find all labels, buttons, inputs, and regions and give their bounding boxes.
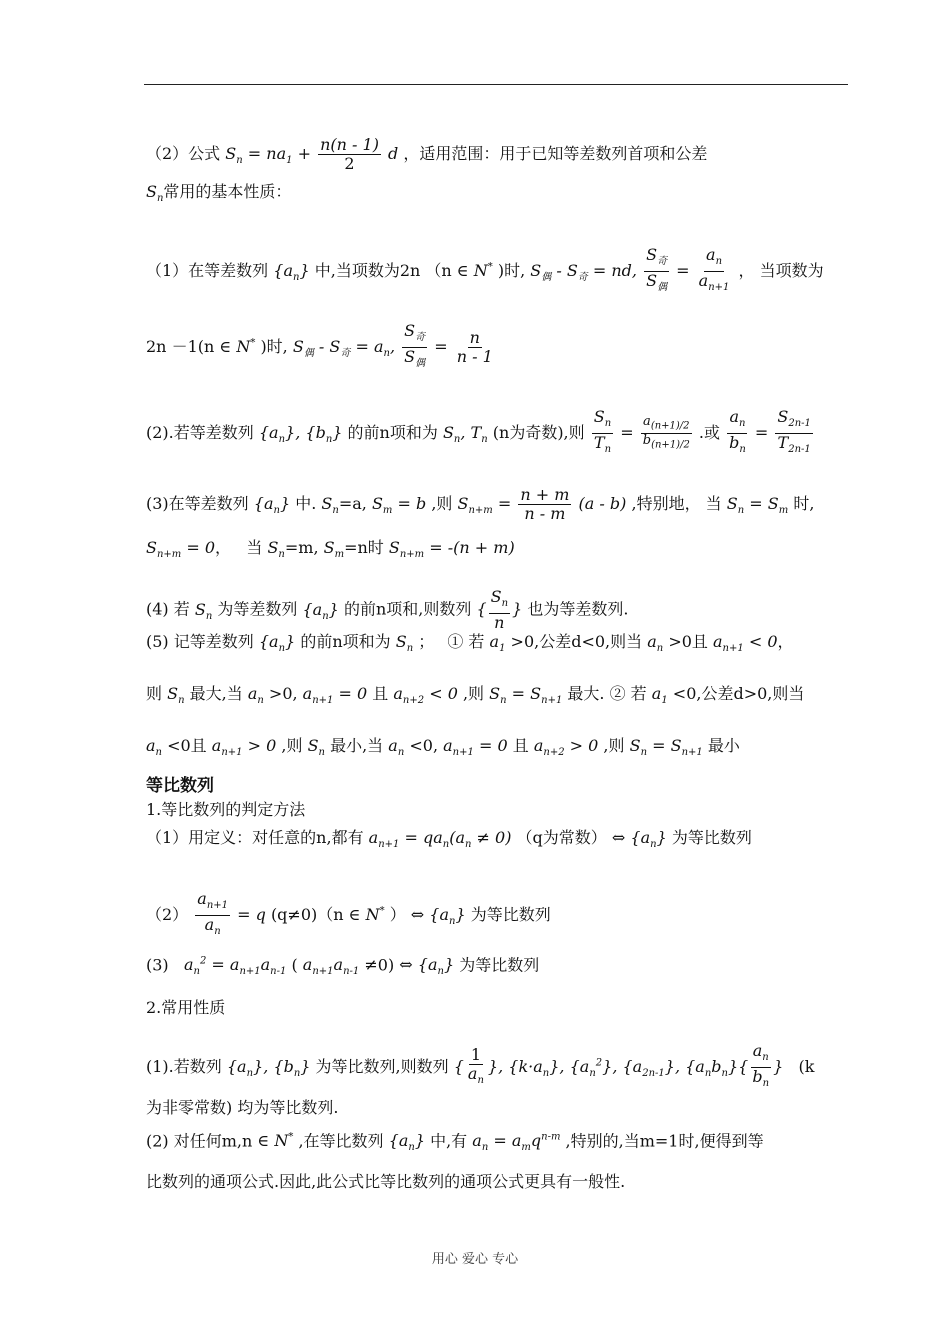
geometric-property-1-line: (1).若数列 $\{a_n\}$, $\{b_n\}$ 为等比数列,则数列 { $\frac{1}{a_n}$ }, $\{k\cdot a_n\}$, $\{a_n^2\}$, $\{a_{2n-1}\}$, $\{a_nb_n\}${ $\frac{a_n}{b_n}$ } (k (146, 1041, 815, 1090)
properties-heading-line: $S_n$常用的基本性质： (146, 182, 292, 205)
property-5-line: (5) 记等差数列 $\{a_n\}$ 的前n项和为 $S_n$ ； ① 若 $a_1 >0$,公差d<0,则当 $a_n >0$且 $a_{n+1} < 0$， (146, 632, 794, 655)
property-1-line: （1）在等差数列 $\{a_n\}$ 中,当项数为2n （n ∈ N* )时, $S_偶 - S_奇$ = nd, $\frac{S_奇}{S_偶}$ = $\frac{a_n}{a_{n+1}}$ ， 当项数为 (146, 245, 824, 294)
header-rule (144, 84, 848, 85)
property-5-cont-line: 则 $S_n$ 最大,当 $a_n >0$, $a_{n+1} = 0$ 且 $a_{n+2} < 0$ ,则 $S_n = S_{n+1}$ 最大. ② 若 $a_1 <0$,公差d>0,则当 (146, 684, 805, 707)
property-2-line: (2).若等差数列 $\{a_n\}$, $\{b_n\}$ 的前n项和为 $S_n$, $T_n$ (n为奇数),则 $\frac{S_n}{T_n}$ = $\frac{a_{(n+1)/2}}{b_{(n+1)/2}}$ .或 $\frac{a_n}{b_n}$ = $\frac{S_{2n-1}}{T_{2n-1}}$ (146, 407, 811, 456)
subheading-methods: 1.等比数列的判定方法 (146, 800, 306, 819)
property-3-cont-line: $S_{n+m} = 0$， 当 $S_n=m$, $S_m=n$时 $S_{n+m} = -(n + m)$ (146, 538, 515, 561)
geometric-definition-line: （1）用定义：对任意的n,都有 $a_{n+1} = qa_n(a_n \ne 0)$ （q为常数） ⇔ $\{a_n\}$ 为等比数列 (146, 828, 752, 851)
property-4-line: (4) 若 $S_n$ 为等差数列 $\{a_n\}$ 的前n项和,则数列 { $\frac{S_n}{n}$ } 也为等差数列. (146, 587, 629, 633)
page-footer: 用心 爱心 专心 (431, 1252, 519, 1267)
geometric-property-1-cont: 为非零常数) 均为等比数列. (146, 1098, 339, 1117)
property-1-odd-line: 2n －1(n ∈ N* )时, $S_偶 - S_奇 = a_n$, $\frac{S_奇}{S_偶}$ = $\frac{n}{n - 1}$ (146, 321, 493, 370)
geometric-ratio-line: （2） $\frac{a_{n+1}}{a_n}$ = q (q≠0)（n ∈ N* ） ⇔ $\{a_n\}$ 为等比数列 (146, 889, 551, 938)
geometric-mean-line: (3) $a_n^2 = a_{n+1}a_{n-1}$ ( $a_{n+1}a_{n-1} \ne 0$) ⇔ $\{a_n\}$ 为等比数列 (146, 955, 540, 978)
section-heading-geometric: 等比数列 (146, 776, 214, 796)
property-5-end-line: $a_n <0$且 $a_{n+1} > 0$ ,则 $S_n$ 最小,当 $a_n <0$, $a_{n+1} = 0$ 且 $a_{n+2} > 0$ ,则 $S_n = S_{n+1}$ 最小 (146, 736, 740, 759)
geometric-property-2-line: (2) 对任何m,n ∈ N* ,在等比数列 $\{a_n\}$ 中,有 $a_n = a_mq^{n-m}$ ,特别的,当m=1时,便得到等 (146, 1131, 764, 1154)
subheading-properties: 2.常用性质 (146, 998, 226, 1017)
property-3-line: (3)在等差数列 $\{a_n\}$ 中. $S_n=a$, $S_m = b$ ,则 $S_{n+m}$ = $\frac{n + m}{n - m}$ (a - b) ,特别地， 当 $S_n = S_m$ 时, (146, 485, 815, 523)
formula-line-sum: （2）公式 $S_n = na_1$ + $\frac{n(n - 1)}{2}$ d ，适用范围：用于已知等差数列首项和公差 (146, 135, 708, 173)
geometric-property-2-cont: 比数列的通项公式.因此,此公式比等比数列的通项公式更具有一般性. (146, 1172, 626, 1191)
